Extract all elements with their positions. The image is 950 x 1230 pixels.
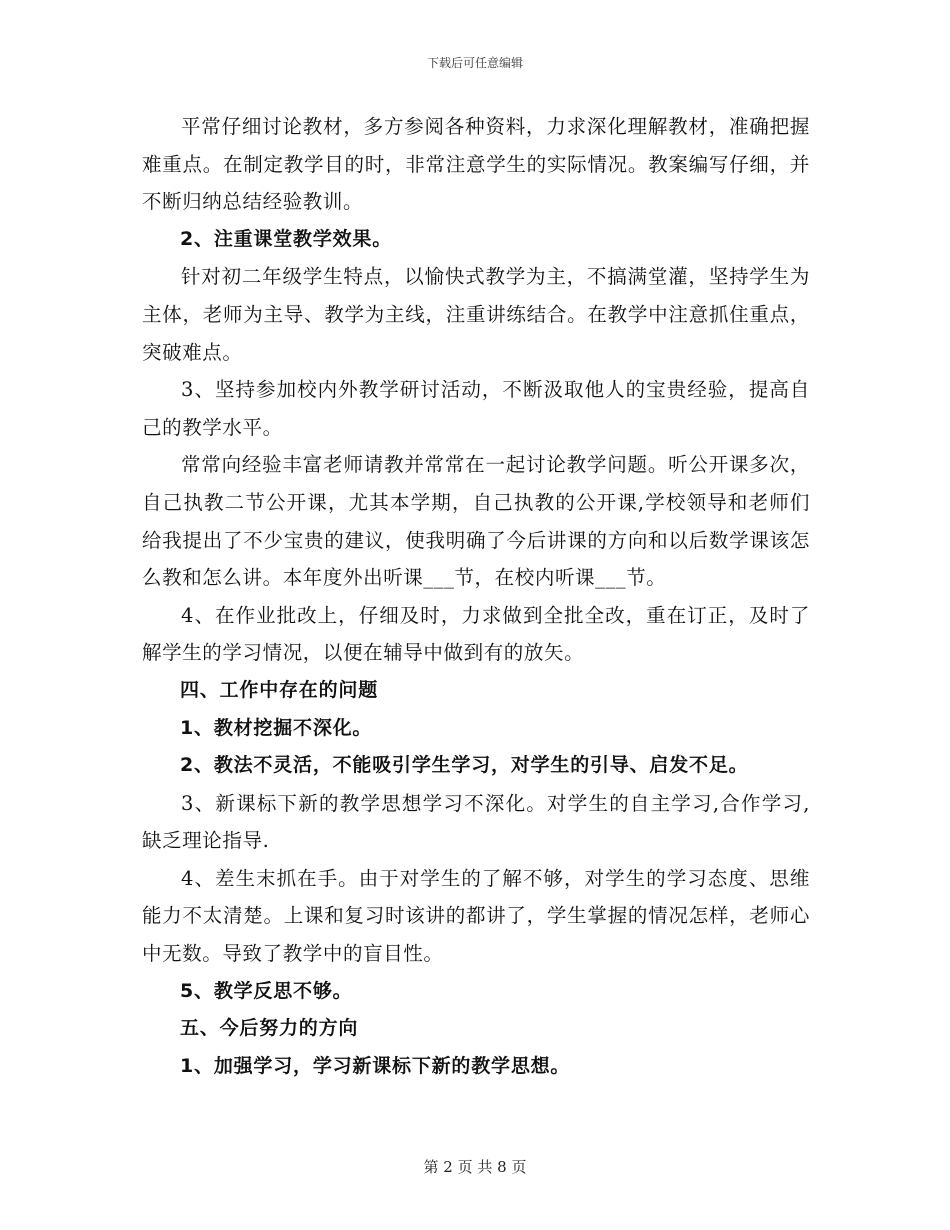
section-heading: 四、工作中存在的问题 (180, 678, 379, 701)
page-number: 第 2 页 共 8 页 (423, 1158, 527, 1176)
section-heading: 1、教材挖掘不深化。 (180, 716, 373, 739)
paragraph: 4、在作业批改上，仔细及时，力求做到全批全改，重在订正，及时了解学生的学习情况，以便在辅导中做到有的放矢。 (142, 603, 810, 665)
paragraph: 平常仔细讨论教材，多方参阅各种资料，力求深化理解教材，准确把握难重点。在制定教学目的时，非常注意学生的实际情况。教案编写仔细，并不断归纳总结经验教训。 (142, 115, 810, 214)
page-header-note: 下载后可任意编辑 (426, 56, 523, 70)
paragraph: 3、坚持参加校内外教学研讨活动，不断汲取他人的宝贵经验，提高自己的教学水平。 (142, 378, 810, 439)
section-heading: 2、教法不灵活，不能吸引学生学习，对学生的引导、启发不足。 (180, 754, 749, 777)
section-heading: 2、注重课堂教学效果。 (180, 227, 393, 250)
section-heading: 1、加强学习，学习新课标下新的教学思想。 (180, 1054, 571, 1077)
paragraph: 3、新课标下新的教学思想学习不深化。对学生的自主学习,合作学习,缺乏理论指导. (142, 791, 810, 853)
section-heading: 五、今后努力的方向 (180, 1017, 359, 1040)
paragraph: 常常向经验丰富老师请教并常常在一起讨论教学问题。听公开课多次，自己执教二节公开课，尤其本学期，自己执教的公开课,学校领导和老师们给我提出了不少宝贵的建议，使我明确了今后讲课的方向和以后数学课该怎么教和怎么讲。本年度外出听课___节，在校内听课___节。 (142, 453, 810, 590)
section-heading: 5、教学反思不够。 (180, 979, 353, 1002)
paragraph: 针对初二年级学生特点，以愉快式教学为主，不搞满堂灌，坚持学生为主体，老师为主导、教学为主线，注重讲练结合。在教学中注意抓住重点，突破难点。 (142, 265, 810, 364)
document-body (142, 108, 810, 1085)
paragraph: 4、差生末抓在手。由于对学生的了解不够，对学生的学习态度、思维能力不太清楚。上课和复习时该讲的都讲了，学生掌握的情况怎样，老师心中无数。导致了教学中的盲目性。 (142, 866, 810, 966)
